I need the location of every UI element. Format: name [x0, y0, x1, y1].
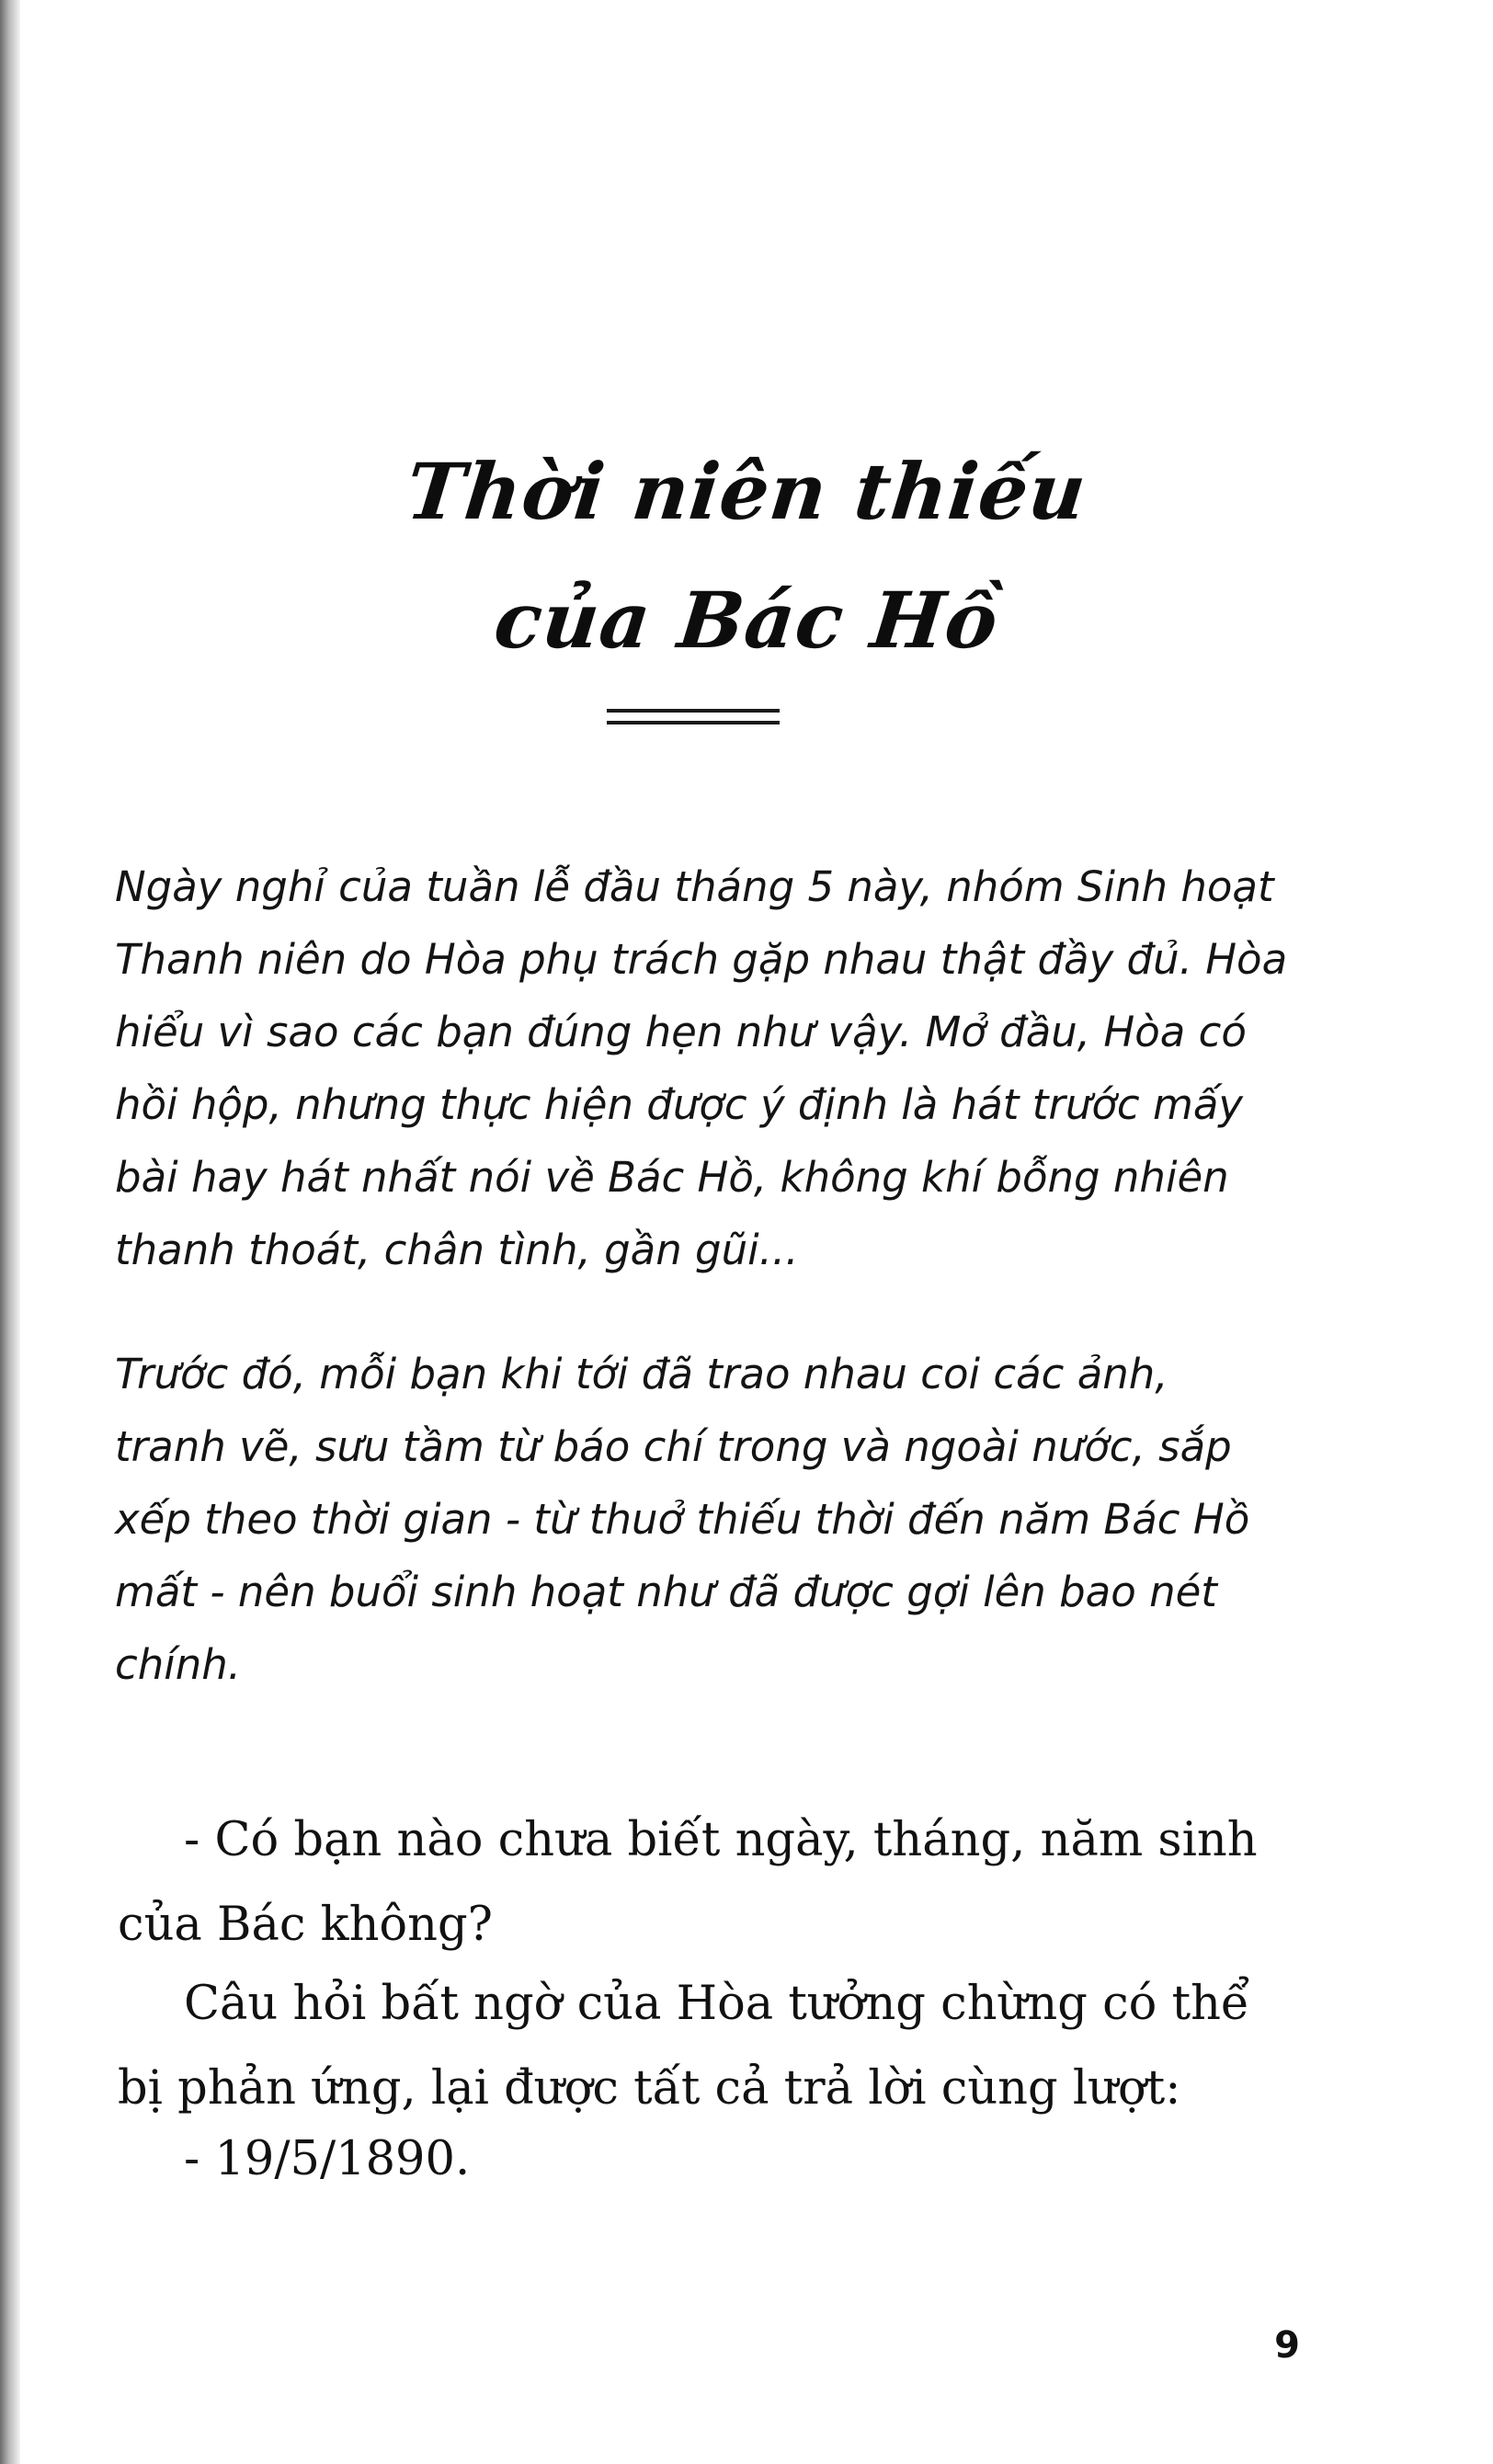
binding-shadow	[0, 0, 20, 2464]
intro-paragraph-1: Ngày nghỉ của tuần lễ đầu tháng 5 này, nhóm Sinh hoạt Thanh niên do Hòa phụ trách gặp nhau thật đầy đủ. Hòa hiểu vì sao các bạn đúng hẹn như vậy. Mở đầu, Hòa có hồi hộp, nhưng thực hiện được ý định là hát trước mấy bài hay hát nhất nói về Bác Hồ, không khí bỗng nhiên thanh thoát, chân tình, gần gũi...	[115, 862, 1288, 1274]
chapter-title-line1: Thời niên thiếu	[402, 446, 1091, 537]
dialogue-question: - Có bạn nào chưa biết ngày, tháng, năm sinh của Bác không?	[118, 1813, 1258, 1952]
title-divider	[607, 709, 780, 724]
narration-paragraph: Câu hỏi bất ngờ của Hòa tưởng chừng có thể bị phản ứng, lại được tất cả trả lời cùng lượt:	[118, 1977, 1250, 2116]
dialogue-answer: - 19/5/1890.	[184, 2132, 471, 2186]
page-number: 9	[1274, 2324, 1300, 2367]
intro-paragraph-2: Trước đó, mỗi bạn khi tới đã trao nhau coi các ảnh, tranh vẽ, sưu tầm từ báo chí trong và ngoài nước, sắp xếp theo thời gian - từ thuở thiếu thời đến năm Bác Hồ mất - nên buổi sinh hoạt như đã được gợi lên bao nét chính.	[115, 1350, 1250, 1689]
chapter-title-line2: của Bác Hồ	[490, 575, 1003, 666]
